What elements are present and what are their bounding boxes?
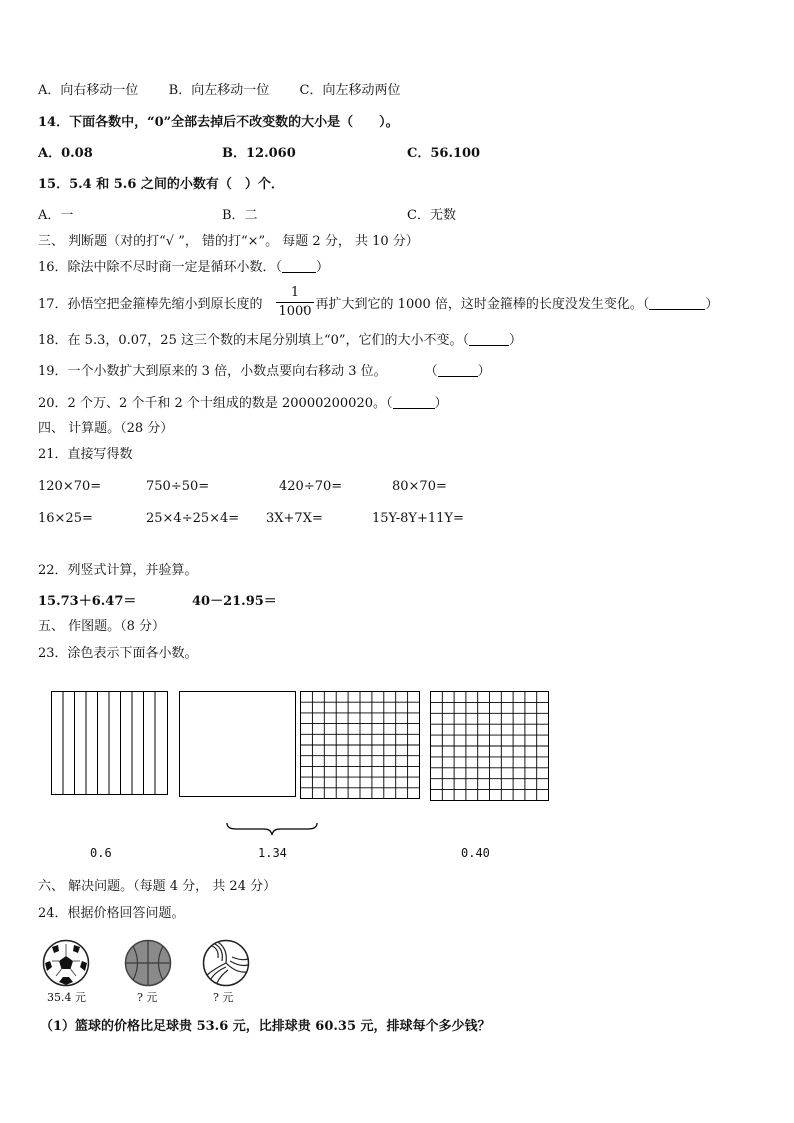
fraction-denominator: 1000 [278, 304, 312, 319]
unit-square-figure[interactable] [179, 691, 297, 797]
q13-options [38, 82, 400, 100]
figure-label-0-6: 0.6 [90, 846, 112, 860]
q14-stem: 14．下面各数中，“0”全部去掉后不改变数的大小是（ ）。 [38, 115, 399, 130]
hundred-grid-figure[interactable] [300, 691, 420, 799]
soccer-ball-icon [42, 939, 90, 987]
figure-label-1-34: 1.34 [258, 846, 287, 860]
q24-title: 24．根据价格回答问题。 [38, 906, 185, 921]
q22-item: 15.73＋6.47＝ [38, 594, 137, 609]
section-3-heading: 三、 判断题（对的打“√ ”， 错的打“×”。 每题 2 分， 共 10 分） [38, 234, 419, 249]
volleyball-icon [202, 939, 250, 987]
q18: 18．在 5.3，0.07，25 这三个数的末尾分别填上“0”，它们的大小不变。（ ） [38, 333, 523, 348]
q16-answer-blank[interactable] [282, 260, 316, 273]
q21-item: 25×4÷25×4= [146, 511, 240, 526]
figure-label-0-40: 0.40 [461, 846, 490, 860]
q15-option-a: A．一 [38, 208, 74, 223]
q13-option-a: A．向右移动一位 [38, 83, 139, 98]
q13-option-b: B．向左移动一位 [168, 83, 270, 98]
hundred-grid-figure[interactable] [430, 691, 549, 801]
basketball-icon [124, 939, 172, 987]
q20-text: 20．2 个万、2 个千和 2 个十组成的数是 20000200020。（ [38, 396, 393, 411]
basketball-price: ? 元 [137, 991, 158, 1004]
q15-option-c: C．无数 [407, 208, 456, 223]
q19-answer-blank[interactable] [438, 364, 478, 377]
q17-pre: 17．孙悟空把金箍棒先缩小到原长度的 [38, 297, 263, 312]
q21-item: 420÷70= [279, 479, 343, 494]
volleyball-price: ? 元 [213, 991, 234, 1004]
q16: 16．除法中除不尽时商一定是循环小数．（ ） [38, 260, 330, 275]
q17-answer-blank[interactable] [649, 297, 705, 310]
q18-answer-blank[interactable] [469, 333, 509, 346]
q21-item: 15Y-8Y+11Y= [372, 511, 464, 526]
q14-option-c: C．56.100 [407, 146, 481, 161]
fraction-numerator: 1 [290, 285, 300, 300]
q14-option-b: B．12.060 [222, 146, 296, 161]
q18-text: 18．在 5.3，0.07，25 这三个数的末尾分别填上“0”，它们的大小不变。（ [38, 333, 470, 348]
q20: 20．2 个万、2 个千和 2 个十组成的数是 20000200020。（ ） [38, 396, 448, 411]
q13-option-c: C．向左移动两位 [299, 83, 401, 98]
q22-item: 40－21.95＝ [192, 594, 277, 609]
section-5-heading: 五、 作图题。（8 分） [38, 619, 166, 634]
q23-title: 23．涂色表示下面各小数。 [38, 646, 198, 661]
section-4-heading: 四、 计算题。（28 分） [38, 421, 174, 436]
q21-item: 3X+7X= [266, 511, 323, 526]
q21-item: 16×25= [38, 511, 93, 526]
tenths-strip-figure[interactable] [51, 691, 169, 795]
q22-title: 22．列竖式计算，并验算。 [38, 563, 198, 578]
q21-item: 80×70= [392, 479, 447, 494]
brace-icon [226, 822, 318, 836]
q21-item: 120×70= [38, 479, 102, 494]
q24-subquestion-1: （1）篮球的价格比足球贵 53.6 元，比排球贵 60.35 元，排球每个多少钱？ [40, 1019, 491, 1034]
q17-post: ，再扩大到它的 1000 倍，这时金箍棒的长度没发生变化。（ [302, 297, 650, 312]
q16-text: 16．除法中除不尽时商一定是循环小数．（ [38, 260, 283, 275]
section-6-heading: 六、 解决问题。（每题 4 分， 共 24 分） [38, 879, 277, 894]
q20-answer-blank[interactable] [393, 396, 435, 409]
q17-fraction [276, 285, 314, 320]
q15-option-b: B．二 [222, 208, 258, 223]
q15-stem: 15．5.4 和 5.6 之间的小数有（ ）个． [38, 177, 284, 192]
q21-title: 21．直接写得数 [38, 447, 133, 462]
q21-item: 750÷50= [146, 479, 210, 494]
q19: 19．一个小数扩大到原来的 3 倍，小数点要向右移动 3 位。 （ ） [38, 364, 491, 379]
soccer-ball-price: 35.4 元 [47, 991, 86, 1004]
q19-text: 19．一个小数扩大到原来的 3 倍，小数点要向右移动 3 位。 [38, 364, 387, 379]
q14-option-a: A．0.08 [38, 146, 93, 161]
q17: 17．孙悟空把金箍棒先缩小到原长度的 ，再扩大到它的 1000 倍，这时金箍棒的长度没发生变化。（ ） [38, 297, 719, 312]
